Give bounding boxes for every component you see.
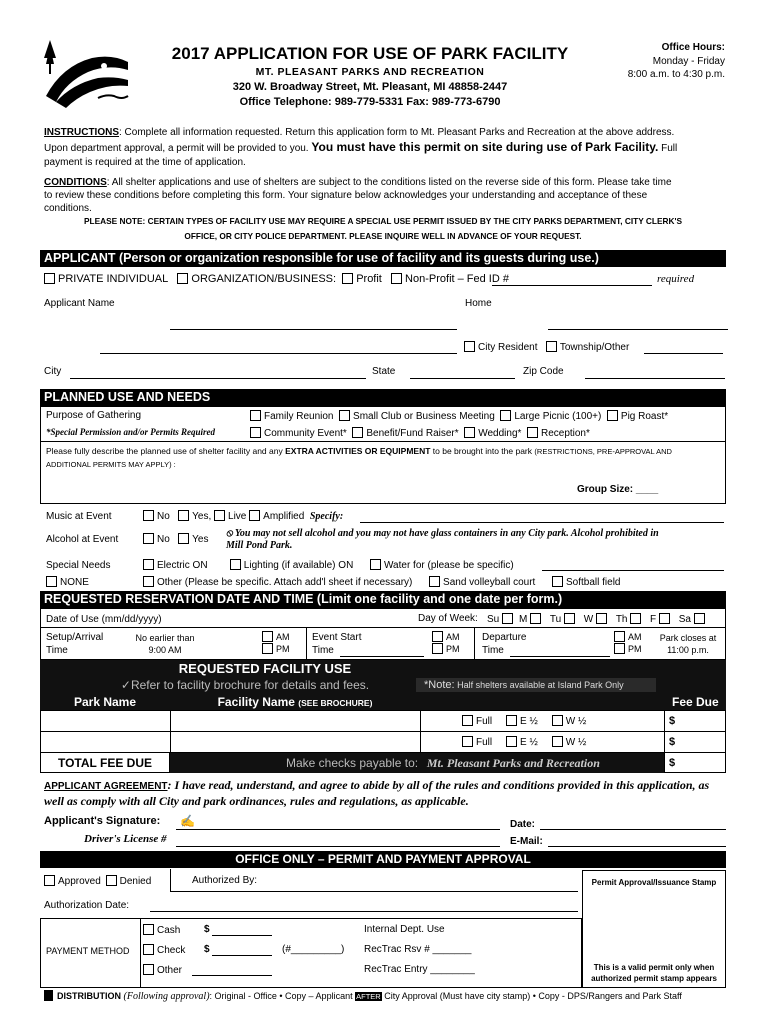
please-note-2: OFFICE, OR CITY POLICE DEPARTMENT. PLEASE INQUIRE WELL IN ADVANCE OF YOUR REQUEST. (184, 231, 582, 241)
applicant-name-field[interactable] (170, 329, 457, 330)
departure-pm-label: PM (628, 644, 642, 654)
special-needs-label: Special Needs (46, 560, 111, 571)
profit-checkbox[interactable] (342, 273, 353, 284)
home-label: Home (465, 298, 492, 309)
group-size-label: Group Size: ____ (577, 484, 659, 495)
township-label: Township/Other (559, 342, 630, 353)
reception-checkbox[interactable] (527, 427, 538, 438)
park-name-header: Park Name (73, 695, 137, 709)
agreement-label: APPLICANT AGREEMENT (44, 781, 168, 792)
instructions-text-3: Full (661, 143, 678, 154)
lighting-checkbox[interactable] (230, 559, 241, 570)
organization-label: ORGANIZATION/BUSINESS: (191, 273, 337, 285)
day-of-week-label: Day of Week: (418, 613, 478, 624)
make-checks-label: Make checks payable to: (286, 756, 419, 770)
day-tu-label: Tu (549, 614, 562, 625)
conditions-text-1: : All shelter applications and use of shelters are subject to the conditions listed on the reverse side of this form. Please take time (106, 177, 672, 188)
check-amount-field[interactable] (212, 955, 272, 956)
check-checkbox[interactable] (143, 944, 154, 955)
describe-text-4: ADDITIONAL PERMITS MAY APPLY) : (46, 460, 176, 469)
valid-permit-1: This is a valid permit only when (593, 963, 715, 972)
live-checkbox[interactable] (214, 510, 225, 521)
instructions-text-2: Upon department approval, a permit will be provided to you. (44, 143, 309, 154)
water-field[interactable] (542, 570, 724, 571)
describe-text-1: Please fully describe the planned use of shelter facility and any (46, 446, 283, 456)
event-start-label (312, 631, 361, 657)
instructions-text-1: : Complete all information requested. Return this application form to Mt. Pleasant Parks and Recreation at the above address. (119, 127, 675, 138)
no-earlier-label (122, 632, 208, 656)
other-payment-field[interactable] (192, 975, 272, 976)
nonprofit-checkbox[interactable] (391, 273, 402, 284)
residency-row (464, 341, 629, 353)
valid-permit-2: authorized permit stamp appears (591, 974, 717, 983)
purpose-options-row-1 (250, 410, 668, 422)
internal-use-label: Internal Dept. Use (364, 924, 445, 935)
date-label: Date: (510, 819, 536, 830)
row1-full-label: Full (476, 716, 493, 727)
check-number-label: (#_________) (282, 944, 345, 955)
day-f-label: F (650, 614, 657, 625)
day-sa-checkbox[interactable] (694, 613, 705, 624)
city-logo (42, 36, 130, 112)
authorized-by-label: Authorized By: (192, 875, 258, 886)
planned-use-bar: PLANNED USE AND NEEDS (40, 389, 726, 406)
lighting-label: Lighting (if available) ON (243, 560, 354, 571)
setup-label-2: Time (46, 645, 68, 656)
license-label: Driver's License # (84, 833, 167, 845)
music-yes-checkbox[interactable] (178, 510, 189, 521)
facility-name-header (170, 695, 420, 709)
pig-roast-label: Pig Roast* (620, 411, 669, 422)
facility-note (416, 678, 656, 692)
departure-label (482, 631, 526, 657)
music-yes-label: Yes, (192, 511, 212, 522)
email-field[interactable] (548, 846, 726, 847)
departure-field[interactable] (510, 656, 610, 657)
state-field[interactable] (410, 378, 515, 379)
setup-label-1: Setup/Arrival (46, 632, 104, 643)
setup-label (46, 631, 103, 657)
community-event-label: Community Event* (264, 428, 347, 439)
office-hours-title: Office Hours: (661, 42, 725, 53)
home-field[interactable] (548, 329, 728, 330)
day-f-checkbox[interactable] (659, 613, 670, 624)
setup-pm-checkbox[interactable] (262, 643, 273, 654)
cash-label: Cash (157, 925, 181, 936)
please-note-1: PLEASE NOTE: CERTAIN TYPES OF FACILITY USE MAY REQUIRE A SPECIAL USE PERMIT ISSUED BY THE CITY PARKS DEPARTMENT, CITY CLERK'S (83, 216, 683, 226)
approval-row (44, 875, 151, 887)
denied-checkbox[interactable] (106, 875, 117, 886)
small-club-checkbox[interactable] (339, 410, 350, 421)
facility-row-divider (40, 731, 726, 732)
softball-label: Softball field (566, 577, 621, 588)
facility-refer: ✓Refer to facility brochure for details and fees. (120, 678, 370, 692)
profit-label: Profit (356, 273, 382, 285)
live-label: Live (228, 511, 247, 522)
small-club-label: Small Club or Business Meeting (353, 411, 495, 422)
alcohol-note-2: Mill Pond Park. (226, 540, 293, 551)
purpose-label: Purpose of Gathering (46, 410, 142, 421)
facility-row-2-options (462, 736, 586, 748)
none-checkbox[interactable] (46, 576, 57, 587)
email-label: E-Mail: (510, 836, 543, 847)
check-row (143, 944, 185, 956)
distribution-label: DISTRIBUTION (57, 991, 121, 1001)
special-needs-row-2 (46, 576, 89, 588)
other-payment-checkbox[interactable] (143, 964, 154, 975)
event-pm-checkbox[interactable] (432, 643, 443, 654)
amplified-checkbox[interactable] (249, 510, 260, 521)
row2-fee: $ (669, 736, 676, 748)
volleyball-label: Sand volleyball court (443, 577, 536, 588)
alcohol-yes-label: Yes (192, 534, 209, 545)
row2-e-half-label: E ½ (520, 737, 538, 748)
park-closes-label (652, 632, 724, 656)
special-needs-row-2b (143, 576, 620, 588)
describe-emphasis: EXTRA ACTIVITIES OR EQUIPMENT (285, 446, 431, 456)
row1-w-half-label: W ½ (565, 716, 587, 727)
license-field[interactable] (176, 846, 500, 847)
specify-label: Specify: (309, 511, 344, 522)
setup-am-label: AM (276, 632, 290, 642)
township-checkbox[interactable] (546, 341, 557, 352)
form-title: 2017 APPLICATION FOR USE OF PARK FACILITY (171, 44, 569, 63)
family-reunion-checkbox[interactable] (250, 410, 261, 421)
alcohol-no-label: No (157, 534, 170, 545)
other-row (143, 964, 182, 976)
alcohol-label: Alcohol at Event (46, 534, 119, 545)
amplified-label: Amplified (263, 511, 305, 522)
music-specify-field[interactable] (360, 522, 724, 523)
check-dollar: $ (204, 944, 210, 955)
authorization-date-label: Authorization Date: (44, 900, 130, 911)
alcohol-note-1: ⦸ You may not sell alcohol and you may not have glass containers in any City park. Alcohol prohibited in (226, 528, 659, 539)
softball-checkbox[interactable] (552, 576, 563, 587)
authorized-by-field[interactable] (170, 891, 578, 892)
org-name: MT. PLEASANT PARKS AND RECREATION (255, 66, 485, 78)
day-su-checkbox[interactable] (502, 613, 513, 624)
date-of-use-label: Date of Use (mm/dd/yyyy) (46, 614, 162, 625)
city-resident-checkbox[interactable] (464, 341, 475, 352)
payment-divider (140, 918, 141, 988)
water-checkbox[interactable] (370, 559, 381, 570)
agreement (44, 778, 728, 810)
fed-id-field[interactable] (492, 285, 652, 286)
electric-label: Electric ON (157, 560, 208, 571)
row2-w-half-label: W ½ (565, 737, 587, 748)
cash-row (143, 924, 180, 936)
large-picnic-label: Large Picnic (100+) (514, 411, 602, 422)
fee-due-header: Fee Due (672, 695, 719, 709)
community-event-checkbox[interactable] (250, 427, 261, 438)
facility-name-label: Facility Name (217, 695, 295, 709)
other-payment-label: Other (157, 965, 183, 976)
row1-w-half-checkbox[interactable] (552, 715, 563, 726)
agreement-text-2: well as comply with all City and park ordinances, rules and regulations, as applicable. (44, 794, 469, 808)
day-of-week-options (487, 613, 708, 625)
no-earlier-1: No earlier than (135, 633, 195, 643)
payee-label: Mt. Pleasant Parks and Recreation (426, 756, 600, 770)
day-th-checkbox[interactable] (630, 613, 641, 624)
departure-1: Departure (482, 632, 527, 643)
valid-permit-note (582, 962, 726, 984)
total-fee-box[interactable] (664, 753, 726, 773)
event-pm-label: PM (446, 644, 460, 654)
describe-text-2: to be brought into the park (432, 446, 533, 456)
benefit-checkbox[interactable] (352, 427, 363, 438)
private-individual-checkbox[interactable] (44, 273, 55, 284)
alcohol-options (143, 533, 208, 545)
zip-label: Zip Code (523, 366, 564, 377)
family-reunion-label: Family Reunion (264, 411, 334, 422)
instructions-text-4: payment is required at the time of application. (44, 157, 246, 168)
event-am-checkbox[interactable] (432, 631, 443, 642)
distribution-text-2: City Approval (Must have city stamp) • Copy - DPS/Rangers and Park Staff (384, 991, 682, 1001)
wedding-checkbox[interactable] (464, 427, 475, 438)
benefit-label: Benefit/Fund Raiser* (366, 428, 459, 439)
row2-full-checkbox[interactable] (462, 736, 473, 747)
planned-divider (40, 441, 726, 442)
office-hours-time: 8:00 a.m. to 4:30 p.m. (627, 69, 725, 80)
describe-text (46, 445, 722, 471)
distribution-after: AFTER (356, 992, 381, 1001)
reception-label: Reception* (540, 428, 590, 439)
special-permission-label: *Special Permission and/or Permits Required (46, 427, 216, 437)
other-needs-label: Other (Please be specific. Attach add'l sheet if necessary) (157, 577, 413, 588)
facility-note-text: Half shelters available at Island Park Only (457, 680, 624, 690)
day-tu-checkbox[interactable] (564, 613, 575, 624)
applicant-bar: APPLICANT (Person or organization responsible for use of facility and its guests during use.) (40, 250, 726, 267)
other-needs-checkbox[interactable] (143, 576, 154, 587)
alcohol-yes-checkbox[interactable] (178, 533, 189, 544)
denied-label: Denied (119, 876, 152, 887)
event-start-field[interactable] (340, 656, 424, 657)
org-address: 320 W. Broadway Street, Mt. Pleasant, MI 48858-2447 (232, 81, 508, 93)
private-individual-label: PRIVATE INDIVIDUAL (58, 273, 169, 285)
row1-e-half-checkbox[interactable] (506, 715, 517, 726)
instructions (44, 126, 734, 170)
signature-field[interactable] (176, 829, 500, 830)
distribution (44, 990, 682, 1003)
electric-checkbox[interactable] (143, 559, 154, 570)
large-picnic-checkbox[interactable] (500, 410, 511, 421)
day-su-label: Su (487, 614, 500, 625)
music-no-label: No (157, 511, 170, 522)
approved-label: Approved (58, 876, 101, 887)
day-th-label: Th (615, 614, 628, 625)
pen-icon: ✍ (180, 814, 195, 828)
music-options (143, 510, 343, 522)
nonprofit-label: Non-Profit – Fed ID # (405, 273, 509, 285)
office-hours-days: Monday - Friday (652, 56, 725, 67)
row2-full-label: Full (476, 737, 493, 748)
facility-note-prefix: *Note: (424, 679, 455, 691)
check-label: Check (157, 945, 186, 956)
instructions-emphasis: You must have this permit on site during use of Park Facility. (311, 140, 659, 154)
approved-checkbox[interactable] (44, 875, 55, 886)
rectrac-rsv-label: RecTrac Rsv # _______ (364, 944, 472, 955)
organization-checkbox[interactable] (177, 273, 188, 284)
agreement-text-1: : I have read, understand, and agree to abide by all of the rules and conditions provided in this application, as (167, 778, 710, 792)
authorization-date-field[interactable] (150, 911, 578, 912)
stamp-label: Permit Approval/Issuance Stamp (591, 878, 717, 887)
park-closes-2: 11:00 p.m. (667, 645, 709, 655)
music-label: Music at Event (46, 511, 112, 522)
day-w-checkbox[interactable] (596, 613, 607, 624)
signature-label: Applicant's Signature: (44, 815, 161, 827)
zip-field[interactable] (585, 378, 725, 379)
reservation-bar: REQUESTED RESERVATION DATE AND TIME (Limit one facility and one date per form.) (40, 591, 726, 608)
pen-ink-icon (44, 990, 53, 1001)
instructions-label: INSTRUCTIONS (44, 127, 119, 138)
township-field[interactable] (644, 353, 723, 354)
event-start-2: Time (312, 645, 334, 656)
total-fee-label: TOTAL FEE DUE (40, 753, 170, 773)
setup-ampm (262, 631, 290, 655)
make-checks-banner (170, 753, 664, 773)
cash-dollar: $ (204, 924, 210, 935)
wedding-label: Wedding* (478, 428, 522, 439)
row2-w-half-checkbox[interactable] (552, 736, 563, 747)
event-start-divider (306, 627, 307, 660)
no-earlier-2: 9:00 AM (148, 645, 182, 655)
facility-row-1-options (462, 715, 586, 727)
departure-divider (474, 627, 475, 660)
conditions-text-2: to review these conditions before completing this form. Your signature below acknowledges your understanding and acceptance of these (44, 190, 648, 201)
day-sa-label: Sa (678, 614, 691, 625)
row1-e-half-label: E ½ (520, 716, 538, 727)
volleyball-checkbox[interactable] (429, 576, 440, 587)
see-brochure-label: (SEE BROCHURE) (298, 698, 373, 708)
water-label: Water for (please be specific) (383, 560, 514, 571)
city-label: City (44, 366, 62, 377)
date-field[interactable] (540, 829, 726, 830)
day-w-label: W (583, 614, 594, 625)
purpose-options-row-2 (250, 427, 590, 439)
distribution-text-1: : Original - Office • Copy – Applicant (209, 991, 353, 1001)
setup-pm-label: PM (276, 644, 290, 654)
applicant-name-label: Applicant Name (44, 298, 115, 309)
departure-2: Time (482, 645, 504, 656)
approval-divider (170, 869, 171, 891)
reservation-divider (40, 627, 726, 628)
city-field[interactable] (70, 378, 366, 379)
alcohol-note (226, 528, 659, 552)
departure-am-checkbox[interactable] (614, 631, 625, 642)
distribution-following: (Following approval) (123, 991, 210, 1002)
alcohol-no-checkbox[interactable] (143, 533, 154, 544)
required-label: required (657, 273, 695, 285)
event-start-1: Event Start (312, 632, 362, 643)
row1-fee: $ (669, 715, 676, 727)
address-field[interactable] (100, 353, 457, 354)
state-label: State (372, 366, 396, 377)
special-needs-row-1 (143, 559, 514, 571)
pig-roast-checkbox[interactable] (607, 410, 618, 421)
conditions (44, 176, 734, 215)
day-m-label: M (519, 614, 528, 625)
event-am-label: AM (446, 632, 460, 642)
departure-pm-checkbox[interactable] (614, 643, 625, 654)
park-closes-1: Park closes at (659, 633, 717, 643)
music-no-checkbox[interactable] (143, 510, 154, 521)
setup-am-checkbox[interactable] (262, 631, 273, 642)
cash-checkbox[interactable] (143, 924, 154, 935)
conditions-text-3: conditions. (44, 203, 92, 214)
rectrac-entry-label: RecTrac Entry ________ (364, 964, 475, 975)
facility-col-2 (420, 710, 421, 753)
cash-amount-field[interactable] (212, 935, 272, 936)
departure-ampm (614, 631, 642, 655)
facility-col-1 (170, 710, 171, 753)
applicant-type-row (44, 273, 509, 285)
payment-method-label: PAYMENT METHOD (46, 946, 130, 956)
event-ampm (432, 631, 460, 655)
none-label: NONE (60, 577, 89, 588)
office-only-bar: OFFICE ONLY – PERMIT AND PAYMENT APPROVAL (40, 851, 726, 868)
describe-text-3: (RESTRICTIONS, PRE-APPROVAL AND (534, 447, 672, 456)
row2-e-half-checkbox[interactable] (506, 736, 517, 747)
conditions-label: CONDITIONS (44, 177, 107, 188)
total-fee: $ (669, 757, 676, 769)
departure-am-label: AM (628, 632, 642, 642)
row1-full-checkbox[interactable] (462, 715, 473, 726)
facility-title: REQUESTED FACILITY USE (178, 661, 352, 676)
city-resident-label: City Resident (478, 342, 538, 353)
day-m-checkbox[interactable] (530, 613, 541, 624)
org-phone: Office Telephone: 989-779-5331 Fax: 989-773-6790 (239, 96, 501, 108)
